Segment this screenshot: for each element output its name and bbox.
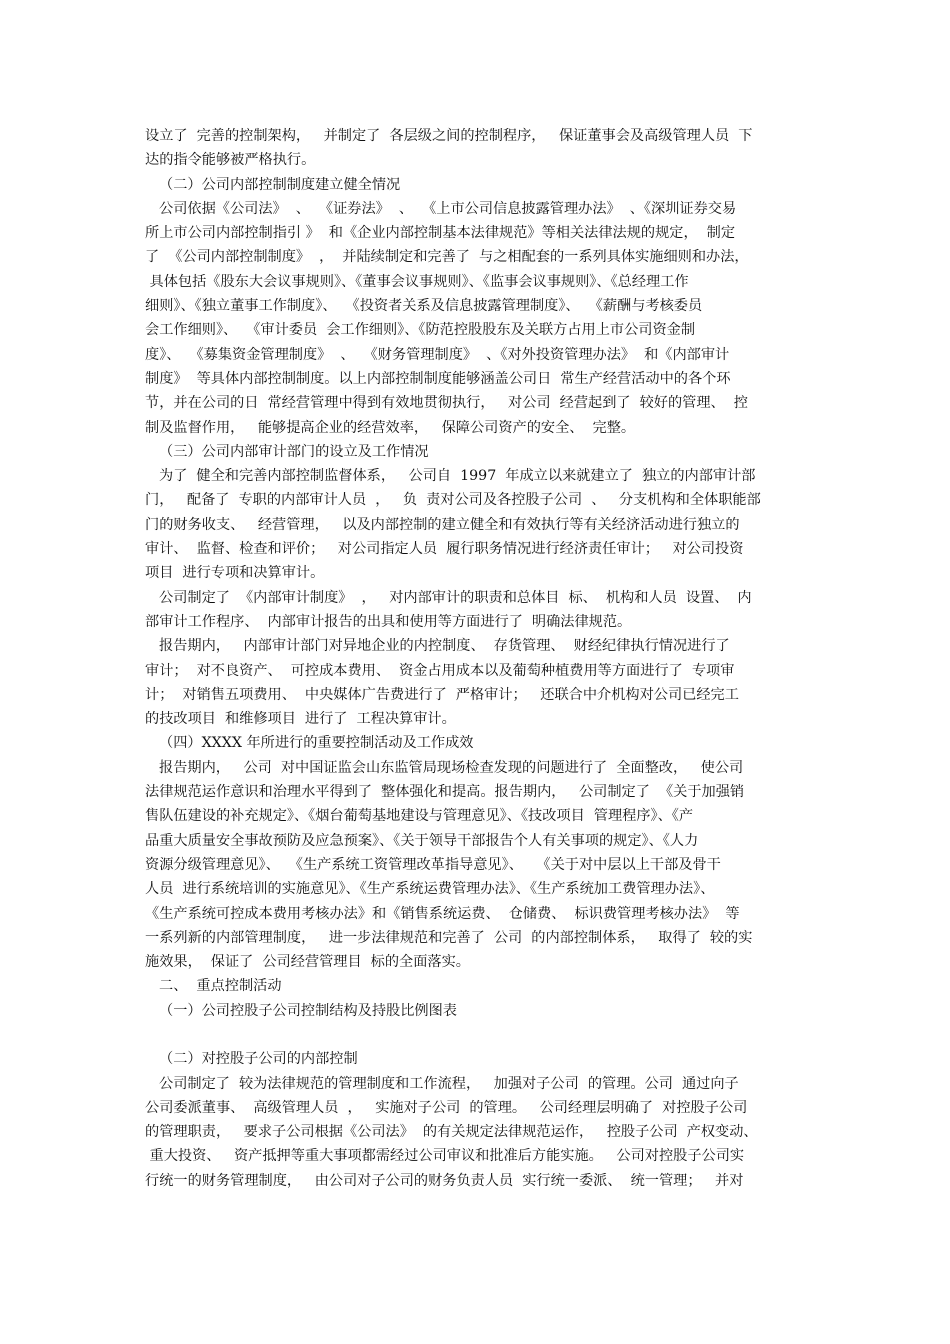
text-line: 施效果， 保证了 公司经营管理目 标的全面落实。 <box>145 954 470 971</box>
text-line: 重大投资、 资产抵押等重大事项都需经过公司审议和批准后方能实施。 公司对控股子公司实 <box>145 1148 745 1165</box>
text-line: 设立了 完善的控制架构， 并制定了 各层级之间的控制程序， 保证董事会及高级管理人员 下 <box>145 128 753 144</box>
blank-line <box>145 1023 825 1047</box>
section-heading: （二）对控股子公司的内部控制 <box>159 1051 358 1068</box>
section-heading: （三）公司内部审计部门的设立及工作情况 <box>159 443 429 460</box>
document-page <box>145 124 825 1193</box>
text-line: 法律规范运作意识和治理水平得到了 整体强化和提高。报告期内， 公司制定了 《关于加强销 <box>145 784 745 801</box>
text-line: 所上市公司内部控制指引 》 和《企业内部控制基本法律规范》等相关法律法规的规定， 制定 <box>145 225 736 242</box>
text-line: 具体包括《股东大会议事规则》、《董事会议事规则》、《监事会议事规则》、《总经理工作 <box>145 273 689 290</box>
text-line: 达的指令能够被严格执行。 <box>145 152 316 169</box>
text-line: 报告期内， 公司 对中国证监会山东监管局现场检查发现的问题进行了 全面整改， 使公司 <box>159 759 744 776</box>
text-line: 品重大质量安全事故预防及应急预案》、《关于领导干部报告个人有关事项的规定》、《人力 <box>145 832 699 849</box>
section-heading: （四）XXXX 年所进行的重要控制活动及工作成效 <box>159 735 474 752</box>
text-line: 度》、 《募集资金管理制度》 、 《财务管理制度》 、《对外投资管理办法》 和《内部审计 <box>145 346 730 363</box>
text-line: 制及监督作用， 能够提高企业的经营效率， 保障公司资产的安全、 完整。 <box>145 419 636 436</box>
text-line: 审计； 对不良资产、 可控成本费用、 资金占用成本以及葡萄种植费用等方面进行了 专项审 <box>145 662 735 679</box>
text-line: 了 《公司内部控制制度》 ， 并陆续制定和完善了 与之相配套的一系列具体实施细则和办法， <box>145 249 749 266</box>
text-line: 《生产系统可控成本费用考核办法》和《销售系统运费、 仓储费、 标识费管理考核办法》 等 <box>145 905 740 922</box>
text-line: 项目 进行专项和决算审计。 <box>145 565 325 582</box>
text-line: 行统一的财务管理制度， 由公司对子公司的财务负责人员 实行统一委派、 统一管理； 并对 <box>145 1172 744 1189</box>
text-line: 部审计工作程序、 内部审计报告的出具和使用等方面进行了 明确法律规范。 <box>145 613 632 630</box>
text-line: 门， 配备了 专职的内部审计人员 ， 负 责对公司及各控股子公司 、 分支机构和全体职能部 <box>145 492 761 509</box>
text-line: 资源分级管理意见》、 《生产系统工资管理改革指导意见》、 《关于对中层以上干部及骨干 <box>145 856 721 873</box>
text-line: 公司委派董事、 高级管理人员 ， 实施对子公司 的管理。 公司经理层明确了 对控股子公司 <box>145 1099 748 1116</box>
text-line: 报告期内， 内部审计部门对异地企业的内控制度、 存货管理、 财经纪律执行情况进行了 <box>159 638 730 655</box>
text-line: 节，并在公司的日 常经营管理中得到有效地贯彻执行， 对公司 经营起到了 较好的管理、 控 <box>145 395 748 412</box>
text-line: 售队伍建设的补充规定》、《烟台葡萄基地建设与管理意见》、《技改项目 管理程序》、《产 <box>145 808 694 825</box>
text-line: 公司依据《公司法》 、 《证券法》 、 《上市公司信息披露管理办法》 、《深圳证券交易 <box>159 200 737 217</box>
text-line: 计； 对销售五项费用、 中央媒体广告费进行了 严格审计； 还联合中介机构对公司已经完工 <box>145 686 739 703</box>
text-line: 审计、 监督、检查和评价； 对公司指定人员 履行职务情况进行经济责任审计； 对公司投资 <box>145 541 744 558</box>
text-line: 公司制定了 《内部审计制度》 ， 对内部审计的职责和总体目 标、 机构和人员 设置、 内 <box>159 589 752 606</box>
text-line: 细则》、《独立董事工作制度》、 《投资者关系及信息披露管理制度》、 《薪酬与考核委员 <box>145 298 703 315</box>
section-heading: （一）公司控股子公司控制结构及持股比例图表 <box>159 1002 457 1019</box>
text-line: 的管理职责， 要求子公司根据《公司法》 的有关规定法律规范运作， 控股子公司 产权变动、 <box>145 1124 758 1141</box>
text-line: 的技改项目 和维修项目 进行了 工程决算审计。 <box>145 711 456 728</box>
text-line: 为了 健全和完善内部控制监督体系， 公司自 1997 年成立以来就建立了 独立的内部审计部 <box>159 468 756 485</box>
text-line: 人员 进行系统培训的实施意见》、《生产系统运费管理办法》、《生产系统加工费管理办法》、 <box>145 881 715 898</box>
section-heading: 二、 重点控制活动 <box>159 978 282 995</box>
section-heading: （二）公司内部控制制度建立健全情况 <box>159 176 401 193</box>
text-line: 制度》 等具体内部控制制度。以上内部控制制度能够涵盖公司日 常生产经营活动中的各个环 <box>145 370 731 387</box>
text-line: 公司制定了 较为法律规范的管理制度和工作流程， 加强对子公司 的管理。公司 通过向子 <box>159 1075 739 1092</box>
text-line: 门的财务收支、 经营管理， 以及内部控制的建立健全和有效执行等有关经济活动进行独立的 <box>145 516 740 533</box>
text-line: 一系列新的内部管理制度， 进一步法律规范和完善了 公司 的内部控制体系， 取得了 较的实 <box>145 929 753 946</box>
text-line: 会工作细则》、 《审计委员 会工作细则》、《防范控股股东及关联方占用上市公司资金制 <box>145 322 696 339</box>
